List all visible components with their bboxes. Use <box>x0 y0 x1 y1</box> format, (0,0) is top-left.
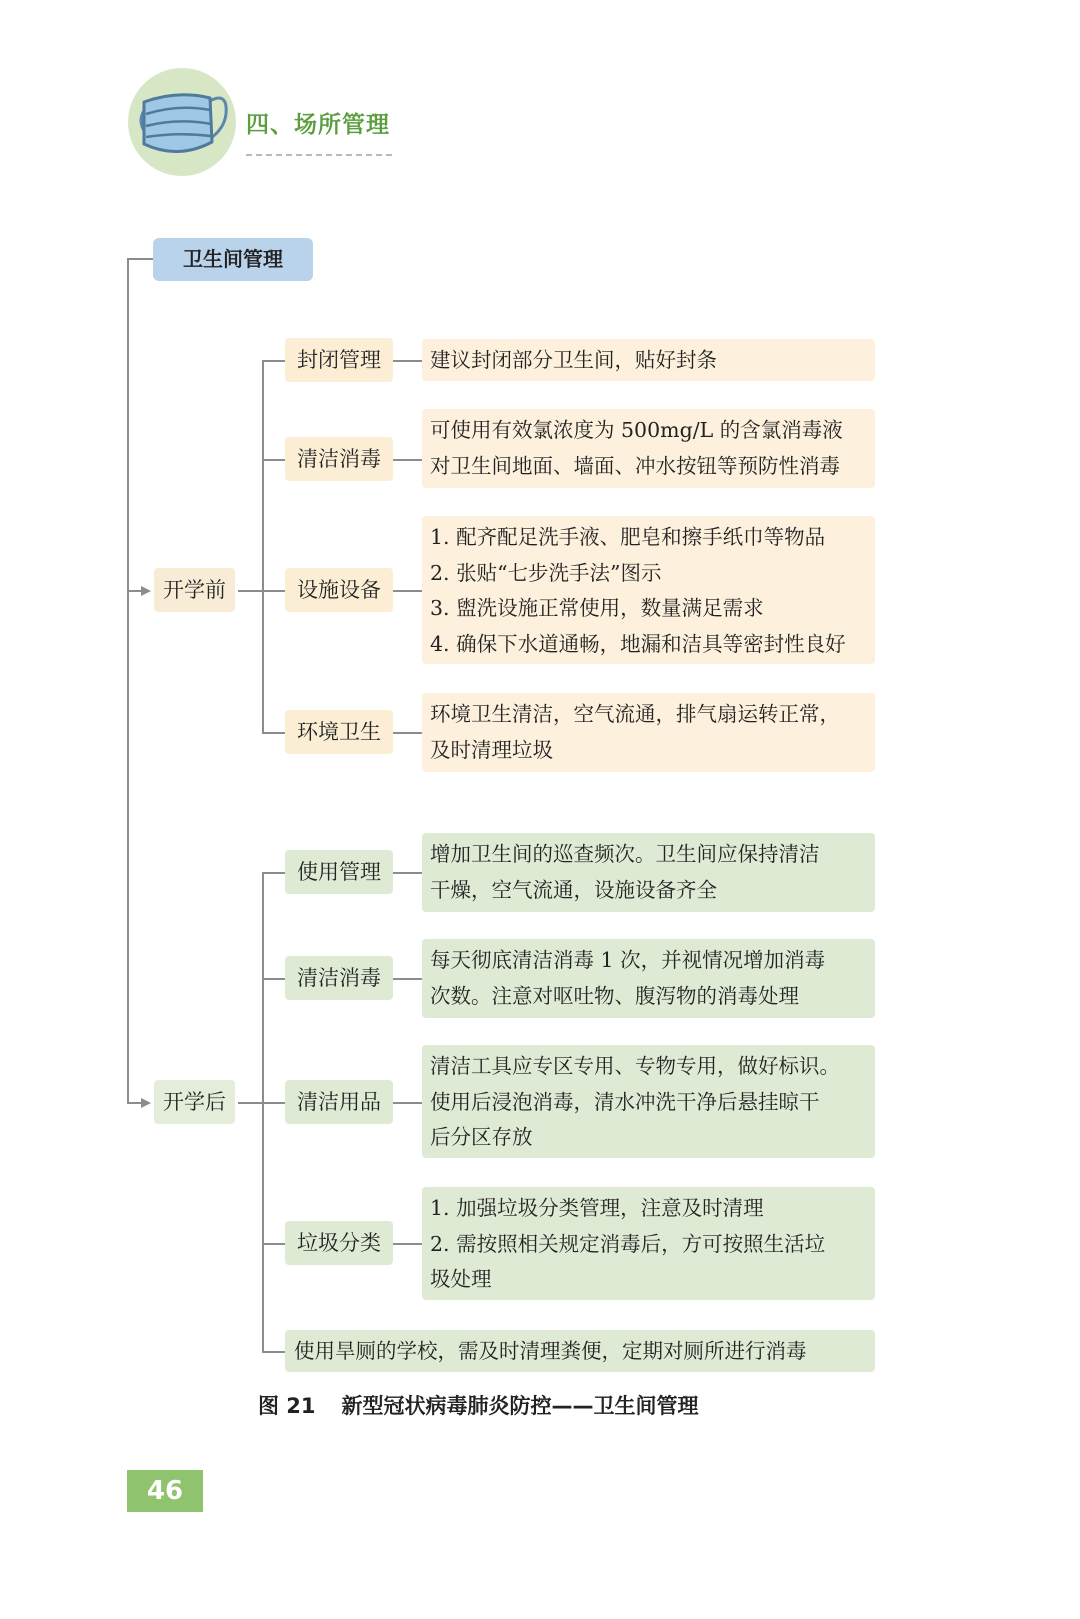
content-line: 3. 盥洗设施正常使用，数量满足需求 <box>430 596 764 620</box>
content-line: 4. 确保下水道通畅，地漏和洁具等密封性良好 <box>430 631 846 656</box>
content-line: 2. 张贴“七步洗手法”图示 <box>430 560 662 585</box>
category-label: 设施设备 <box>285 568 393 612</box>
connector-line <box>393 590 422 592</box>
content-line: 环境卫生清洁，空气流通，排气扇运转正常， <box>430 702 840 726</box>
category-label: 垃圾分类 <box>285 1221 393 1265</box>
content-line: 建议封闭部分卫生间，贴好封条 <box>430 348 717 372</box>
content-line: 可使用有效氯浓度为 500mg/L 的含氯消毒液 <box>430 418 843 442</box>
content-line: 圾处理 <box>430 1267 492 1291</box>
content-box <box>422 409 875 488</box>
dry-toilet-note: 使用旱厕的学校，需及时清理粪便，定期对厕所进行消毒 <box>285 1330 875 1372</box>
content-line: 干燥，空气流通，设施设备齐全 <box>430 877 717 902</box>
category-label: 清洁消毒 <box>285 437 393 481</box>
connector-line <box>262 872 264 1352</box>
figure-caption <box>258 1390 699 1420</box>
category-label: 清洁消毒 <box>285 956 393 1000</box>
category-label: 使用管理 <box>285 850 393 894</box>
connector-line <box>262 1243 285 1245</box>
connector-line <box>262 459 285 461</box>
content-line: 每天彻底清洁消毒 1 次，并视情况增加消毒 <box>430 948 826 972</box>
category-label: 环境卫生 <box>285 710 393 754</box>
section-title: 四、场所管理 <box>246 111 390 138</box>
phase-before-label: 开学前 <box>154 568 235 612</box>
connector-line <box>262 978 285 980</box>
figure-number: 图 21 <box>258 1394 316 1418</box>
content-box <box>422 1045 875 1158</box>
diagram-root: 卫生间管理 <box>153 238 313 281</box>
connector-line <box>393 1243 422 1245</box>
content-line: 清洁工具应专区专用、专物专用，做好标识。 <box>430 1054 840 1078</box>
connector-line <box>262 590 285 592</box>
content-line: 次数。注意对呕吐物、腹泻物的消毒处理 <box>430 983 799 1008</box>
content-box <box>422 339 875 381</box>
connector-line <box>393 459 422 461</box>
content-box <box>422 693 875 772</box>
phase-after-label: 开学后 <box>154 1080 235 1124</box>
content-line: 增加卫生间的巡查频次。卫生间应保持清洁 <box>430 842 820 866</box>
connector-line <box>393 1102 422 1104</box>
connector-line <box>238 1102 263 1104</box>
page-number: 46 <box>127 1470 203 1512</box>
content-line: 后分区存放 <box>430 1125 533 1149</box>
content-line: 2. 需按照相关规定消毒后，方可按照生活垃 <box>430 1231 826 1256</box>
category-label: 封闭管理 <box>285 338 393 382</box>
connector-line <box>393 978 422 980</box>
connector-line <box>262 732 285 734</box>
connector-line <box>393 872 422 874</box>
connector-line <box>127 258 129 1103</box>
connector-line <box>238 590 263 592</box>
connector-line <box>262 360 285 362</box>
content-box <box>422 833 875 912</box>
mask-icon <box>128 68 236 176</box>
connector-line <box>393 360 422 362</box>
mask-badge <box>128 68 236 176</box>
connector-line <box>262 1102 285 1104</box>
content-box <box>422 1187 875 1300</box>
connector-line <box>262 360 264 733</box>
category-label: 清洁用品 <box>285 1080 393 1124</box>
content-line: 1. 配齐配足洗手液、肥皂和擦手纸巾等物品 <box>430 525 826 549</box>
content-line: 使用后浸泡消毒，清水冲洗干净后悬挂晾干 <box>430 1089 820 1114</box>
title-divider <box>246 154 392 156</box>
connector-line <box>127 258 154 260</box>
connector-line <box>262 1351 285 1353</box>
connector-line <box>262 872 285 874</box>
arrow-icon <box>141 1098 151 1108</box>
connector-line <box>393 732 422 734</box>
content-box <box>422 939 875 1018</box>
content-line: 对卫生间地面、墙面、冲水按钮等预防性消毒 <box>430 453 840 478</box>
content-box <box>422 516 875 664</box>
figure-title: 新型冠状病毒肺炎防控——卫生间管理 <box>341 1394 699 1418</box>
content-line: 1. 加强垃圾分类管理，注意及时清理 <box>430 1196 764 1220</box>
content-line: 及时清理垃圾 <box>430 737 553 762</box>
arrow-icon <box>141 586 151 596</box>
